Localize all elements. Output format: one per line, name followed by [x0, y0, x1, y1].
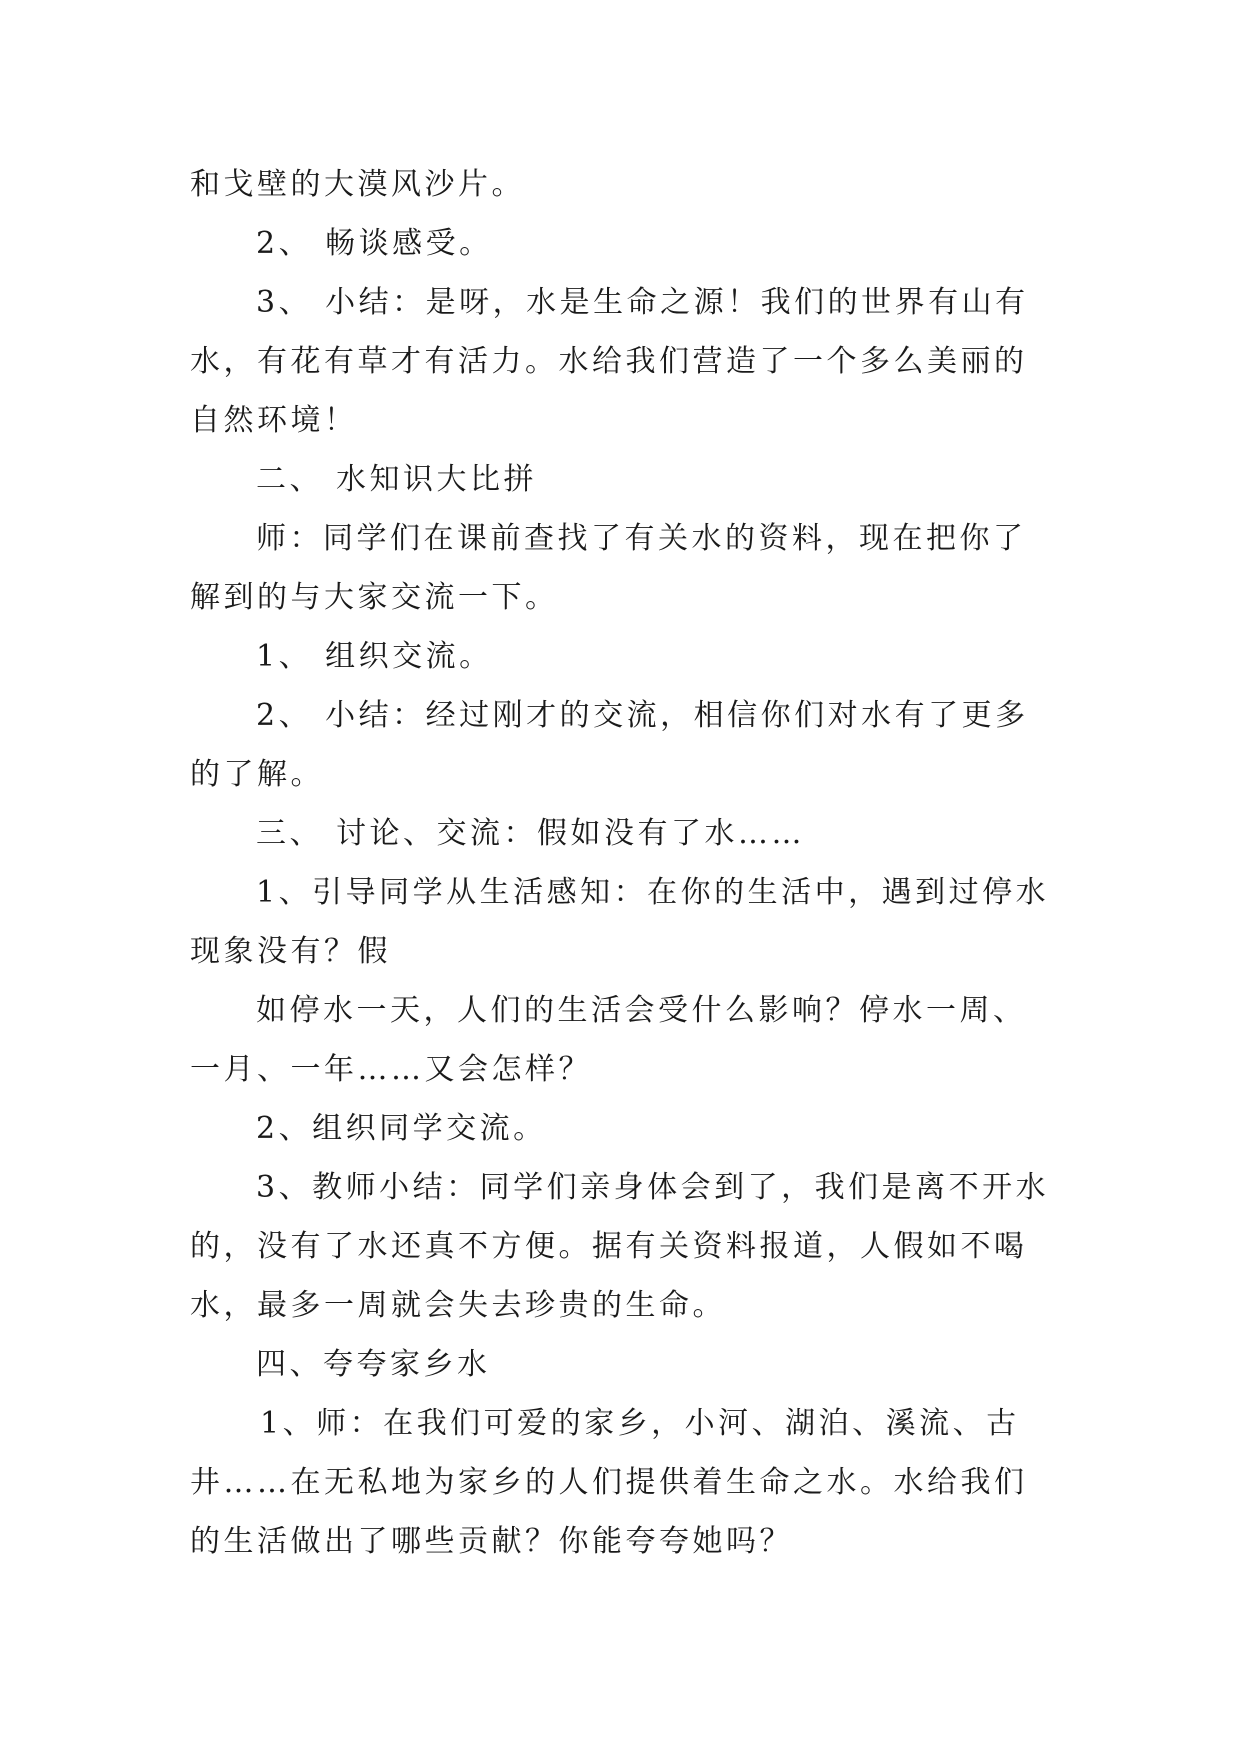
- paragraph-guide-students: 1、引导同学从生活感知：在你的生活中，遇到过停水现象没有？假: [190, 875, 1050, 969]
- section-heading-discussion: 三、 讨论、交流：假如没有了水……: [256, 816, 806, 851]
- paragraph-water-outage: 如停水一天，人们的生活会受什么影响？停水一周、一月、一年……又会怎样？: [190, 993, 1027, 1087]
- paragraph-organize-students: 2、组织同学交流。: [256, 1111, 547, 1146]
- paragraph-hometown-contribution: 1、师：在我们可爱的家乡，小河、湖泊、溪流、古井……在无私地为家乡的人们提供着生命之水。水给我们的生活做出了哪些贡献？你能夸夸她吗？: [190, 1406, 1028, 1559]
- paragraph-teacher-prompt: 师：同学们在课前查找了有关水的资料，现在把你了解到的与大家交流一下。: [190, 521, 1027, 615]
- paragraph-desert: 和戈壁的大漠风沙片。: [190, 167, 525, 202]
- paragraph-organize-exchange: 1、 组织交流。: [256, 639, 493, 674]
- paragraph-summary-source-of-life: 3、 小结：是呀，水是生命之源！我们的世界有山有水，有花有草才有活力。水给我们营造了一个多么美丽的自然环境！: [190, 285, 1029, 438]
- paragraph-teacher-summary: 3、教师小结：同学们亲身体会到了，我们是离不开水的，没有了水还真不方便。据有关资料报道，人假如不喝水，最多一周就会失去珍贵的生命。: [190, 1170, 1050, 1323]
- paragraph-share-feelings: 2、 畅谈感受。: [256, 226, 493, 261]
- paragraph-summary-understanding: 2、 小结：经过刚才的交流，相信你们对水有了更多的了解。: [190, 698, 1029, 792]
- document-body: [190, 155, 1050, 1571]
- section-heading-water-knowledge: 二、 水知识大比拼: [256, 462, 538, 497]
- section-heading-hometown-water: 四、夸夸家乡水: [256, 1347, 491, 1382]
